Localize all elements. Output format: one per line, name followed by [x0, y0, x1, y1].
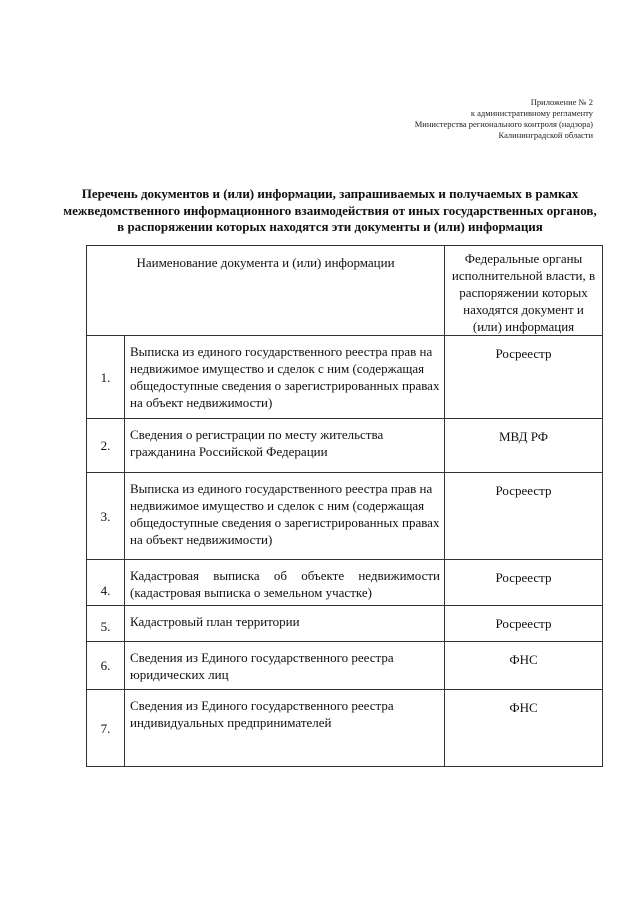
row-authority: Росреестр [445, 336, 603, 419]
documents-table [86, 245, 603, 767]
header-document-name: Наименование документа и (или) информации [87, 246, 445, 336]
row-number: 6. [87, 642, 125, 690]
row-document-name: Сведения из Единого государственного реестра индивидуальных предпринимателей [125, 690, 445, 767]
table-row [87, 606, 603, 642]
row-authority: Росреестр [445, 473, 603, 560]
appendix-line: Приложение № 2 [530, 97, 593, 107]
table-row [87, 560, 603, 606]
appendix-header [415, 97, 593, 141]
row-number: 3. [87, 473, 125, 560]
table-header-row [87, 246, 603, 336]
row-number: 1. [87, 336, 125, 419]
table-row [87, 336, 603, 419]
table-row [87, 473, 603, 560]
row-document-name: Сведения из Единого государственного реестра юридических лиц [125, 642, 445, 690]
appendix-line: к административному регламенту [470, 108, 593, 118]
row-document-name: Выписка из единого государственного реестра прав на недвижимое имущество и сделок с ним (содержащая общедоступные сведения о зарегистрированных правах на объект недвижимости) [125, 336, 445, 419]
table-row [87, 419, 603, 473]
row-authority: ФНС [445, 690, 603, 767]
row-document-name: Сведения о регистрации по месту жительства гражданина Российской Федерации [125, 419, 445, 473]
row-document-name: Выписка из единого государственного реестра прав на недвижимое имущество и сделок с ним (содержащая общедоступные сведения о зарегистрированных правах на объект недвижимости) [125, 473, 445, 560]
row-number: 7. [87, 690, 125, 767]
row-authority: МВД РФ [445, 419, 603, 473]
appendix-line: Министерства регионального контроля (надзора) [414, 119, 593, 129]
row-number: 4. [87, 560, 125, 606]
row-document-name: Кадастровый план территории [125, 606, 445, 642]
table-row [87, 642, 603, 690]
row-document-name: Кадастровая выписка об объекте недвижимости (кадастровая выписка о земельном участке) [125, 560, 445, 606]
row-authority: Росреестр [445, 606, 603, 642]
row-authority: Росреестр [445, 560, 603, 606]
document-title: Перечень документов и (или) информации, запрашиваемых и получаемых в рамках межведомственного информационного взаимодействия от иных государственных органов, в распоряжении которых находятся эти документы и (или) информация [63, 186, 597, 234]
row-number: 5. [87, 606, 125, 642]
row-number: 2. [87, 419, 125, 473]
table-row [87, 690, 603, 767]
row-authority: ФНС [445, 642, 603, 690]
appendix-line: Калининградской области [498, 130, 593, 140]
header-authority: Федеральные органы исполнительной власти, в распоряжении которых находятся документ и (или) информация [445, 246, 603, 336]
